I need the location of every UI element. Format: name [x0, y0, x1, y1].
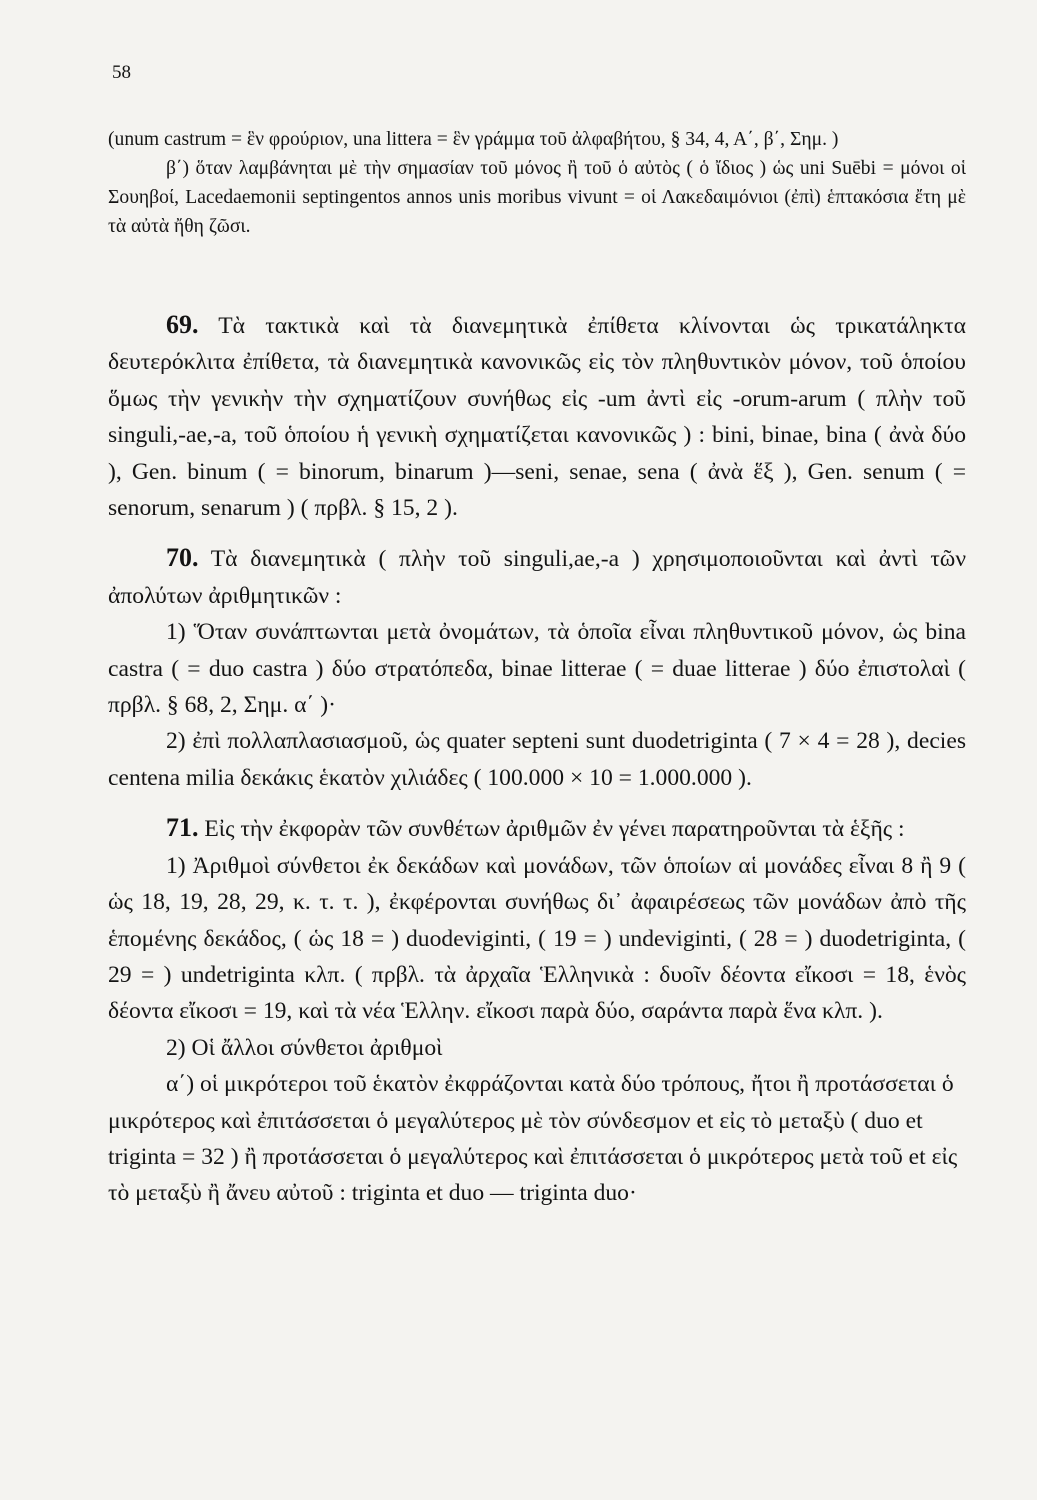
paragraph-71-item-1: 1) Ἀριθμοὶ σύνθετοι ἐκ δεκάδων καὶ μονάδων, τῶν ὁποίων αἱ μονάδες εἶναι 8 ἢ 9 ( ὡς 18, 19, 28, 29, κ. τ. τ. ), ἐκφέρονται συνήθως δι᾿ ἀφαιρέσεως τῶν μονάδων ἀπὸ τῆς ἑπομένης δεκάδος, ( ὡς 18 = ) duodeviginti, ( 19 = ) undeviginti, ( 28 = ) duodetriginta, ( 29 = ) undetriginta κλπ. ( πρβλ. τὰ ἀρχαῖα Ἑλληνικὰ : δυοῖν δέοντα εἴκοσι = 18, ἑνὸς δέοντα εἴκοσι = 19, καὶ τὰ νέα Ἑλλην. εἴκοσι παρὰ δύο, σαράντα παρὰ ἕνα κλπ. ).: [108, 852, 966, 1025]
paragraph-71-item-2a: α΄) οἱ μικρότεροι τοῦ ἑκατὸν ἐκφράζονται κατὰ δύο τρόπους, ἤτοι ἢ προτάσσεται ὁ μικρότερος καὶ ἐπιτάσσεται ὁ μεγαλύτερος μὲ τὸν σύνδεσμον et εἰς τὸ μεταξὺ ( duo et triginta = 32 ) ἢ προτάσσεται ὁ μεγαλύτερος καὶ ἐπιτάσσεται ὁ μικρότερος μετὰ τοῦ et εἰς τὸ μεταξὺ ἢ ἄνευ αὐτοῦ : triginta et duo — triginta duo·: [108, 1071, 958, 1207]
paragraph-70: [108, 540, 966, 614]
paragraph-number-71: 71.: [166, 813, 199, 843]
paragraph-71-text: Εἰς τὴν ἐκφορὰν τῶν συνθέτων ἀριθμῶν ἐν γένει παρατηροῦνται τὰ ἑξῆς :: [204, 816, 905, 843]
paragraph-69-text: Τὰ τακτικὰ καὶ τὰ διανεμητικὰ ἐπίθετα κλίνονται ὡς τρικατάληκτα δευτερόκλιτα ἐπίθετα, τὰ διανεμητικὰ κανονικῶς εἰς τὸν πληθυντικὸν μόνον, τοῦ ὁποίου ὅμως τὴν γενικὴν τὴν σχηματίζουν συνήθως εἰς -um ἀντὶ εἰς -orum-arum ( πλὴν τοῦ singuli,-ae,-a, τοῦ ὁποίου ἡ γενικὴ σχηματίζεται κανονικῶς ) : bini, binae, bina ( ἀνὰ δύο ), Gen. binum ( = binorum, binarum )—seni, senae, sena ( ἀνὰ ἕξ ), Gen. senum ( = senorum, senarum ) ( πρβλ. § 15, 2 ).: [108, 313, 966, 522]
paragraph-number-70: 70.: [166, 543, 199, 573]
paragraph-70-item-2: 2) ἐπὶ πολλαπλασιασμοῦ, ὡς quater septeni sunt duodetriginta ( 7 × 4 = 28 ), decies centena milia δεκάκις ἑκατὸν χιλιάδες ( 100.000 × 10 = 1.000.000 ).: [108, 728, 966, 791]
main-text: [108, 307, 966, 1212]
paragraph-71: [108, 810, 966, 847]
footnote-beta: β΄) ὅταν λαμβάνηται μὲ τὴν σημασίαν τοῦ μόνος ἢ τοῦ ὁ αὐτὸς ( ὁ ἴδιος ) ὡς uni Suēbi = μόνοι οἱ Σουηβοί, Lacedaemonii septingentos annos unis moribus vivunt = οἱ Λακεδαιμόνιοι (ἐπὶ) ἑπτακόσια ἔτη μὲ τὰ αὐτὰ ἤθη ζῶσι.: [108, 158, 966, 237]
paragraph-71-item-2: 2) Οἱ ἄλλοι σύνθετοι ἀριθμοὶ: [166, 1034, 443, 1061]
footnote-line-1: (unum castrum = ἓν φρούριον, una littera = ἓν γράμμα τοῦ ἀλφαβήτου, § 34, 4, Α΄, β΄, Σημ. ): [108, 129, 839, 150]
paragraph-70-text: Τὰ διανεμητικὰ ( πλὴν τοῦ singuli,ae,-a ) χρησιμοποιοῦνται καὶ ἀντὶ τῶν ἀπολύτων ἀριθμητικῶν :: [108, 546, 967, 609]
paragraph-70-item-1: 1) Ὅταν συνάπτωνται μετὰ ὀνομάτων, τὰ ὁποῖα εἶναι πληθυντικοῦ μόνον, ὡς bina castra ( = duo castra ) δύο στρατόπεδα, binae litterae ( = duae litterae ) δύο ἐπιστολαὶ ( πρβλ. § 68, 2, Σημ. α΄ )·: [108, 619, 966, 719]
paragraph-69: [108, 307, 966, 526]
footnote-block: [108, 125, 966, 241]
page-number: 58: [112, 62, 131, 83]
paragraph-number-69: 69.: [166, 310, 199, 339]
